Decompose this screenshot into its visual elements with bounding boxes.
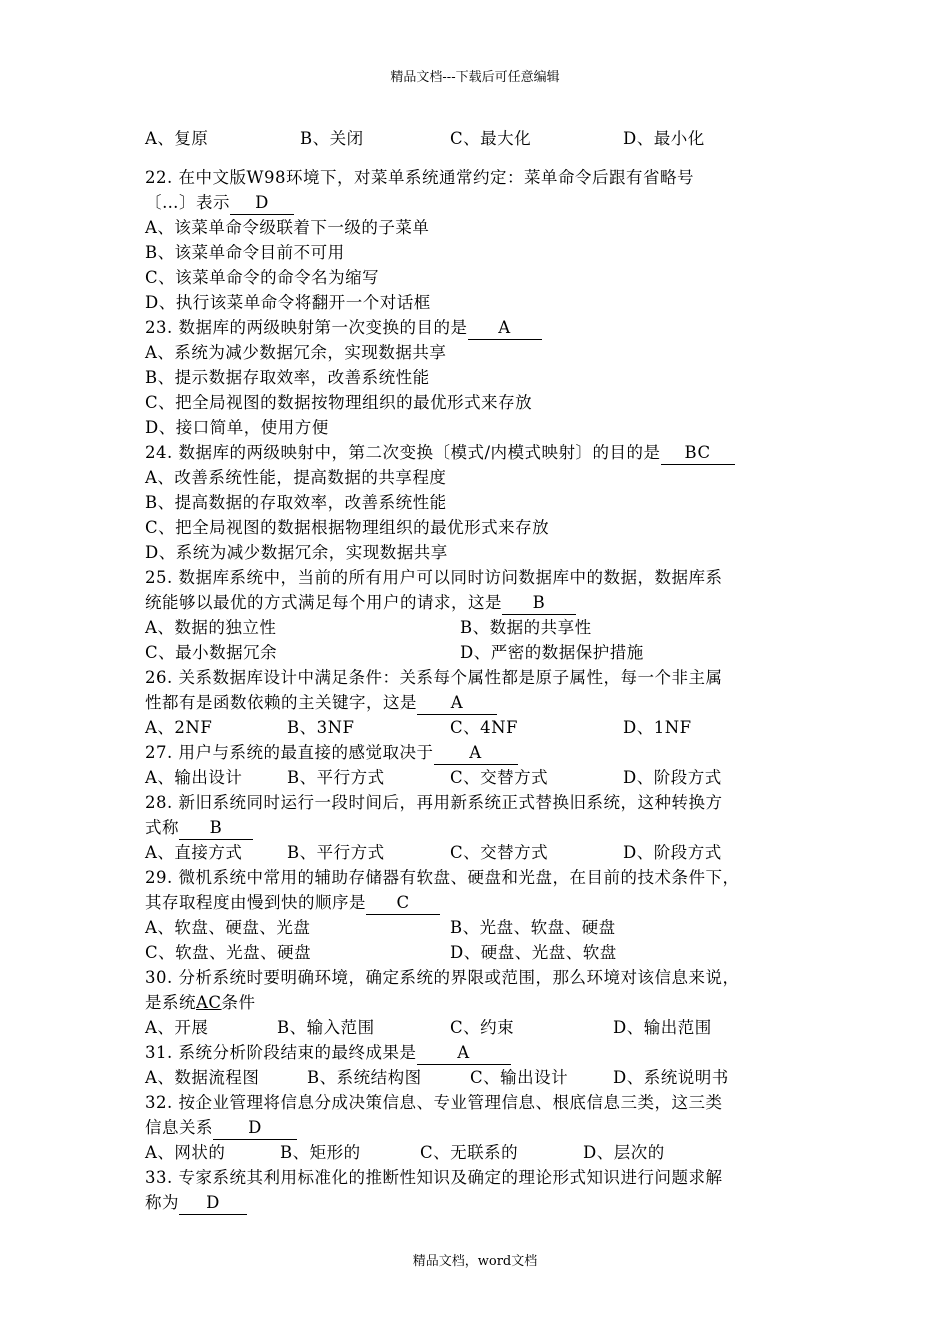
answer-blank: A (417, 693, 497, 715)
option-c: C、交替方式 (450, 768, 549, 787)
option-d: D、层次的 (583, 1143, 665, 1162)
answer-blank: A (417, 1043, 511, 1065)
q33-text-cont: 称为 D (145, 1190, 810, 1215)
answer-inline: AC (196, 993, 222, 1012)
q22-text-cont: 〔…〕表示 D (145, 190, 810, 215)
q26-text: 26. 关系数据库设计中满足条件：关系每个属性都是原子属性，每一个非主属 (145, 668, 723, 687)
answer-blank: B (502, 593, 576, 615)
q28-options (145, 840, 810, 865)
option-a: A、开展 (145, 1018, 209, 1037)
option-c: C、最大化 (450, 129, 532, 148)
answer-blank: D (213, 1118, 297, 1140)
q32-options (145, 1140, 810, 1165)
option-a: A、网状的 (145, 1143, 226, 1162)
option-d: D、最小化 (623, 129, 705, 148)
option-a: A、数据流程图 (145, 1068, 260, 1087)
option-b: B、系统结构图 (307, 1068, 422, 1087)
option-b: B、关闭 (300, 129, 364, 148)
q21-options (145, 126, 810, 151)
q25-options-row2 (145, 640, 810, 665)
q29-text-cont: 其存取程度由慢到快的顺序是 C (145, 890, 810, 915)
q28-text: 28. 新旧系统同时运行一段时间后，再用新系统正式替换旧系统，这种转换方 (145, 793, 723, 812)
q30-text: 30. 分析系统时要明确环境，确定系统的界限或范围，那么环境对该信息来说， (145, 968, 740, 987)
option-a: A、直接方式 (145, 843, 243, 862)
option-a: A、输出设计 (145, 768, 243, 787)
option-d: D、执行该菜单命令将翻开一个对话框 (145, 293, 431, 312)
option-d: D、严密的数据保护措施 (460, 643, 644, 662)
option-b: B、数据的共享性 (460, 618, 592, 637)
q31-options (145, 1065, 810, 1090)
option-d: D、1NF (623, 718, 692, 737)
q27-options (145, 765, 810, 790)
q27-text: 27. 用户与系统的最直接的感觉取决于 A (145, 740, 810, 765)
option-c: C、把全局视图的数据按物理组织的最优形式来存放 (145, 393, 533, 412)
option-c: C、约束 (450, 1018, 515, 1037)
q22-text: 22. 在中文版W98环境下，对菜单系统通常约定：菜单命令后跟有省略号 (145, 168, 694, 187)
option-c: C、软盘、光盘、硬盘 (145, 943, 312, 962)
q23-text: 23. 数据库的两级映射第一次变换的目的是 A (145, 315, 810, 340)
q24-text: 24. 数据库的两级映射中，第二次变换〔模式/内模式映射〕的目的是 BC (145, 440, 810, 465)
q29-text: 29. 微机系统中常用的辅助存储器有软盘、硬盘和光盘，在目前的技术条件下， (145, 868, 740, 887)
q25-text-cont: 统能够以最优的方式满足每个用户的请求，这是 B (145, 590, 810, 615)
answer-blank: D (230, 193, 294, 215)
option-a: A、该菜单命令级联着下一级的子菜单 (145, 218, 430, 237)
option-a: A、改善系统性能，提高数据的共享程度 (145, 468, 447, 487)
option-c: C、该菜单命令的命令名为缩写 (145, 268, 380, 287)
option-c: C、最小数据冗余 (145, 643, 278, 662)
option-b: B、矩形的 (280, 1143, 361, 1162)
q26-text-cont: 性都有是函数依赖的主关键字，这是 A (145, 690, 810, 715)
option-d: D、输出范围 (613, 1018, 712, 1037)
option-c: C、4NF (450, 718, 519, 737)
page-footer: 精品文档，word文档 (412, 1254, 538, 1269)
option-a: A、复原 (145, 129, 209, 148)
q25-text: 25. 数据库系统中，当前的所有用户可以同时访问数据库中的数据，数据库系 (145, 568, 723, 587)
option-d: D、接口简单，使用方便 (145, 418, 329, 437)
option-b: B、光盘、软盘、硬盘 (450, 918, 616, 937)
option-d: D、硬盘、光盘、软盘 (450, 943, 617, 962)
q29-options-row2 (145, 940, 810, 965)
option-c: C、交替方式 (450, 843, 549, 862)
q31-text: 31. 系统分析阶段结束的最终成果是 A (145, 1040, 810, 1065)
q32-text-cont: 信息关系 D (145, 1115, 810, 1140)
q30-text-cont: 是系统AC条件 (145, 993, 256, 1012)
q28-text-cont: 式称 B (145, 815, 810, 840)
q29-options-row1 (145, 915, 810, 940)
option-d: D、阶段方式 (623, 768, 722, 787)
answer-blank: B (179, 818, 253, 840)
question-list (145, 126, 810, 1215)
option-c: C、把全局视图的数据根据物理组织的最优形式来存放 (145, 518, 550, 537)
option-a: A、系统为减少数据冗余，实现数据共享 (145, 343, 447, 362)
page-header: 精品文档---下载后可任意编辑 (390, 70, 560, 85)
option-b: B、输入范围 (277, 1018, 375, 1037)
option-d: D、阶段方式 (623, 843, 722, 862)
option-b: B、3NF (287, 718, 355, 737)
answer-blank: A (434, 743, 518, 765)
q33-text: 33. 专家系统其利用标准化的推断性知识及确定的理论形式知识进行问题求解 (145, 1168, 723, 1187)
option-d: D、系统说明书 (613, 1068, 729, 1087)
option-a: A、数据的独立性 (145, 618, 277, 637)
answer-blank: D (179, 1193, 247, 1215)
option-b: B、提示数据存取效率，改善系统性能 (145, 368, 430, 387)
answer-blank: C (366, 893, 440, 915)
option-d: D、系统为减少数据冗余，实现数据共享 (145, 543, 448, 562)
option-b: B、提高数据的存取效率，改善系统性能 (145, 493, 447, 512)
q26-options (145, 715, 810, 740)
option-a: A、2NF (145, 718, 213, 737)
q30-options (145, 1015, 810, 1040)
option-b: B、平行方式 (287, 843, 385, 862)
answer-blank: A (468, 318, 542, 340)
option-c: C、无联系的 (420, 1143, 519, 1162)
option-b: B、该菜单命令目前不可用 (145, 243, 345, 262)
option-c: C、输出设计 (470, 1068, 569, 1087)
q32-text: 32. 按企业管理将信息分成决策信息、专业管理信息、根底信息三类，这三类 (145, 1093, 723, 1112)
answer-blank: BC (661, 443, 735, 465)
q25-options-row1 (145, 615, 810, 640)
option-b: B、平行方式 (287, 768, 385, 787)
option-a: A、软盘、硬盘、光盘 (145, 918, 311, 937)
